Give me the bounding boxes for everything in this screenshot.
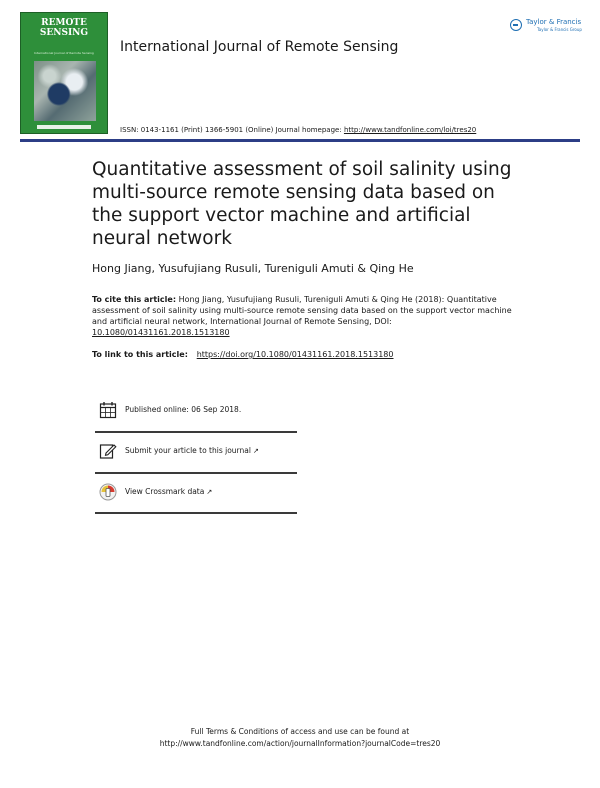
external-link-icon: ↗ (252, 447, 259, 455)
publisher-logo[interactable] (510, 16, 582, 36)
article-link-line (92, 350, 394, 359)
publisher-tagline: Taylor & Francis Group (537, 27, 582, 32)
publisher-logo-icon (510, 19, 522, 31)
header-divider (20, 139, 580, 142)
article-doi-url-link[interactable]: https://doi.org/10.1080/01431161.2018.1513180 (196, 350, 394, 359)
footer-terms-link[interactable]: http://www.tandfonline.com/action/journalInformation?journalCode=tres20 (159, 739, 441, 748)
cover-satellite-image (34, 61, 96, 121)
journal-cover-image (20, 12, 108, 134)
edit-document-icon (99, 442, 117, 460)
external-link-icon: ↗ (206, 488, 213, 496)
journal-homepage-link[interactable]: http://www.tandfonline.com/loi/tres20 (343, 126, 477, 134)
submit-article-link[interactable] (125, 446, 259, 455)
crossmark-link[interactable] (125, 487, 212, 496)
row-divider (95, 472, 297, 474)
cover-title-line2: SENSING (39, 28, 89, 38)
publisher-name: Taylor & Francis (526, 18, 582, 26)
issn-text: ISSN: 0143-1161 (Print) 1366-5901 (Online) Journal homepage: (120, 126, 344, 134)
submit-article-text: Submit your article to this journal (125, 446, 251, 455)
terms-footer (100, 726, 500, 750)
citation-text: Hong Jiang, Yusufujiang Rusuli, Tureniguli Amuti & Qing He (2018): Quantitative assessment of soil salinity using multi-source remote sensing data based on the support vector machine and artificial neural network, International Journal of Remote Sensing, DOI: (92, 295, 512, 326)
calendar-icon (99, 401, 117, 419)
cover-title-line1: REMOTE (41, 18, 87, 28)
cover-footer-band (37, 125, 91, 129)
citation-doi-link[interactable]: 10.1080/01431161.2018.1513180 (92, 328, 230, 337)
row-divider (95, 512, 297, 514)
article-link-label: To link to this article: (92, 350, 191, 359)
crossmark-row[interactable] (95, 475, 297, 509)
submit-article-row[interactable] (95, 434, 297, 468)
article-title: Quantitative assessment of soil salinity using multi-source remote sensing data based on the support vector machine and artificial neural network (92, 159, 512, 249)
article-authors: Hong Jiang, Yusufujiang Rusuli, Tureniguli Amuti & Qing He (92, 262, 414, 275)
published-online-row (95, 393, 297, 427)
citation-label: To cite this article: (92, 295, 177, 304)
published-online-text: Published online: 06 Sep 2018. (125, 405, 242, 414)
issn-line (120, 126, 476, 134)
journal-title: International Journal of Remote Sensing (120, 39, 399, 55)
crossmark-text: View Crossmark data (125, 487, 205, 496)
footer-line1: Full Terms & Conditions of access and use can be found at (190, 727, 410, 736)
cover-subtitle: International Journal of Remote Sensing (34, 51, 94, 55)
citation-block (92, 294, 522, 338)
row-divider (95, 431, 297, 433)
crossmark-icon (99, 483, 117, 501)
